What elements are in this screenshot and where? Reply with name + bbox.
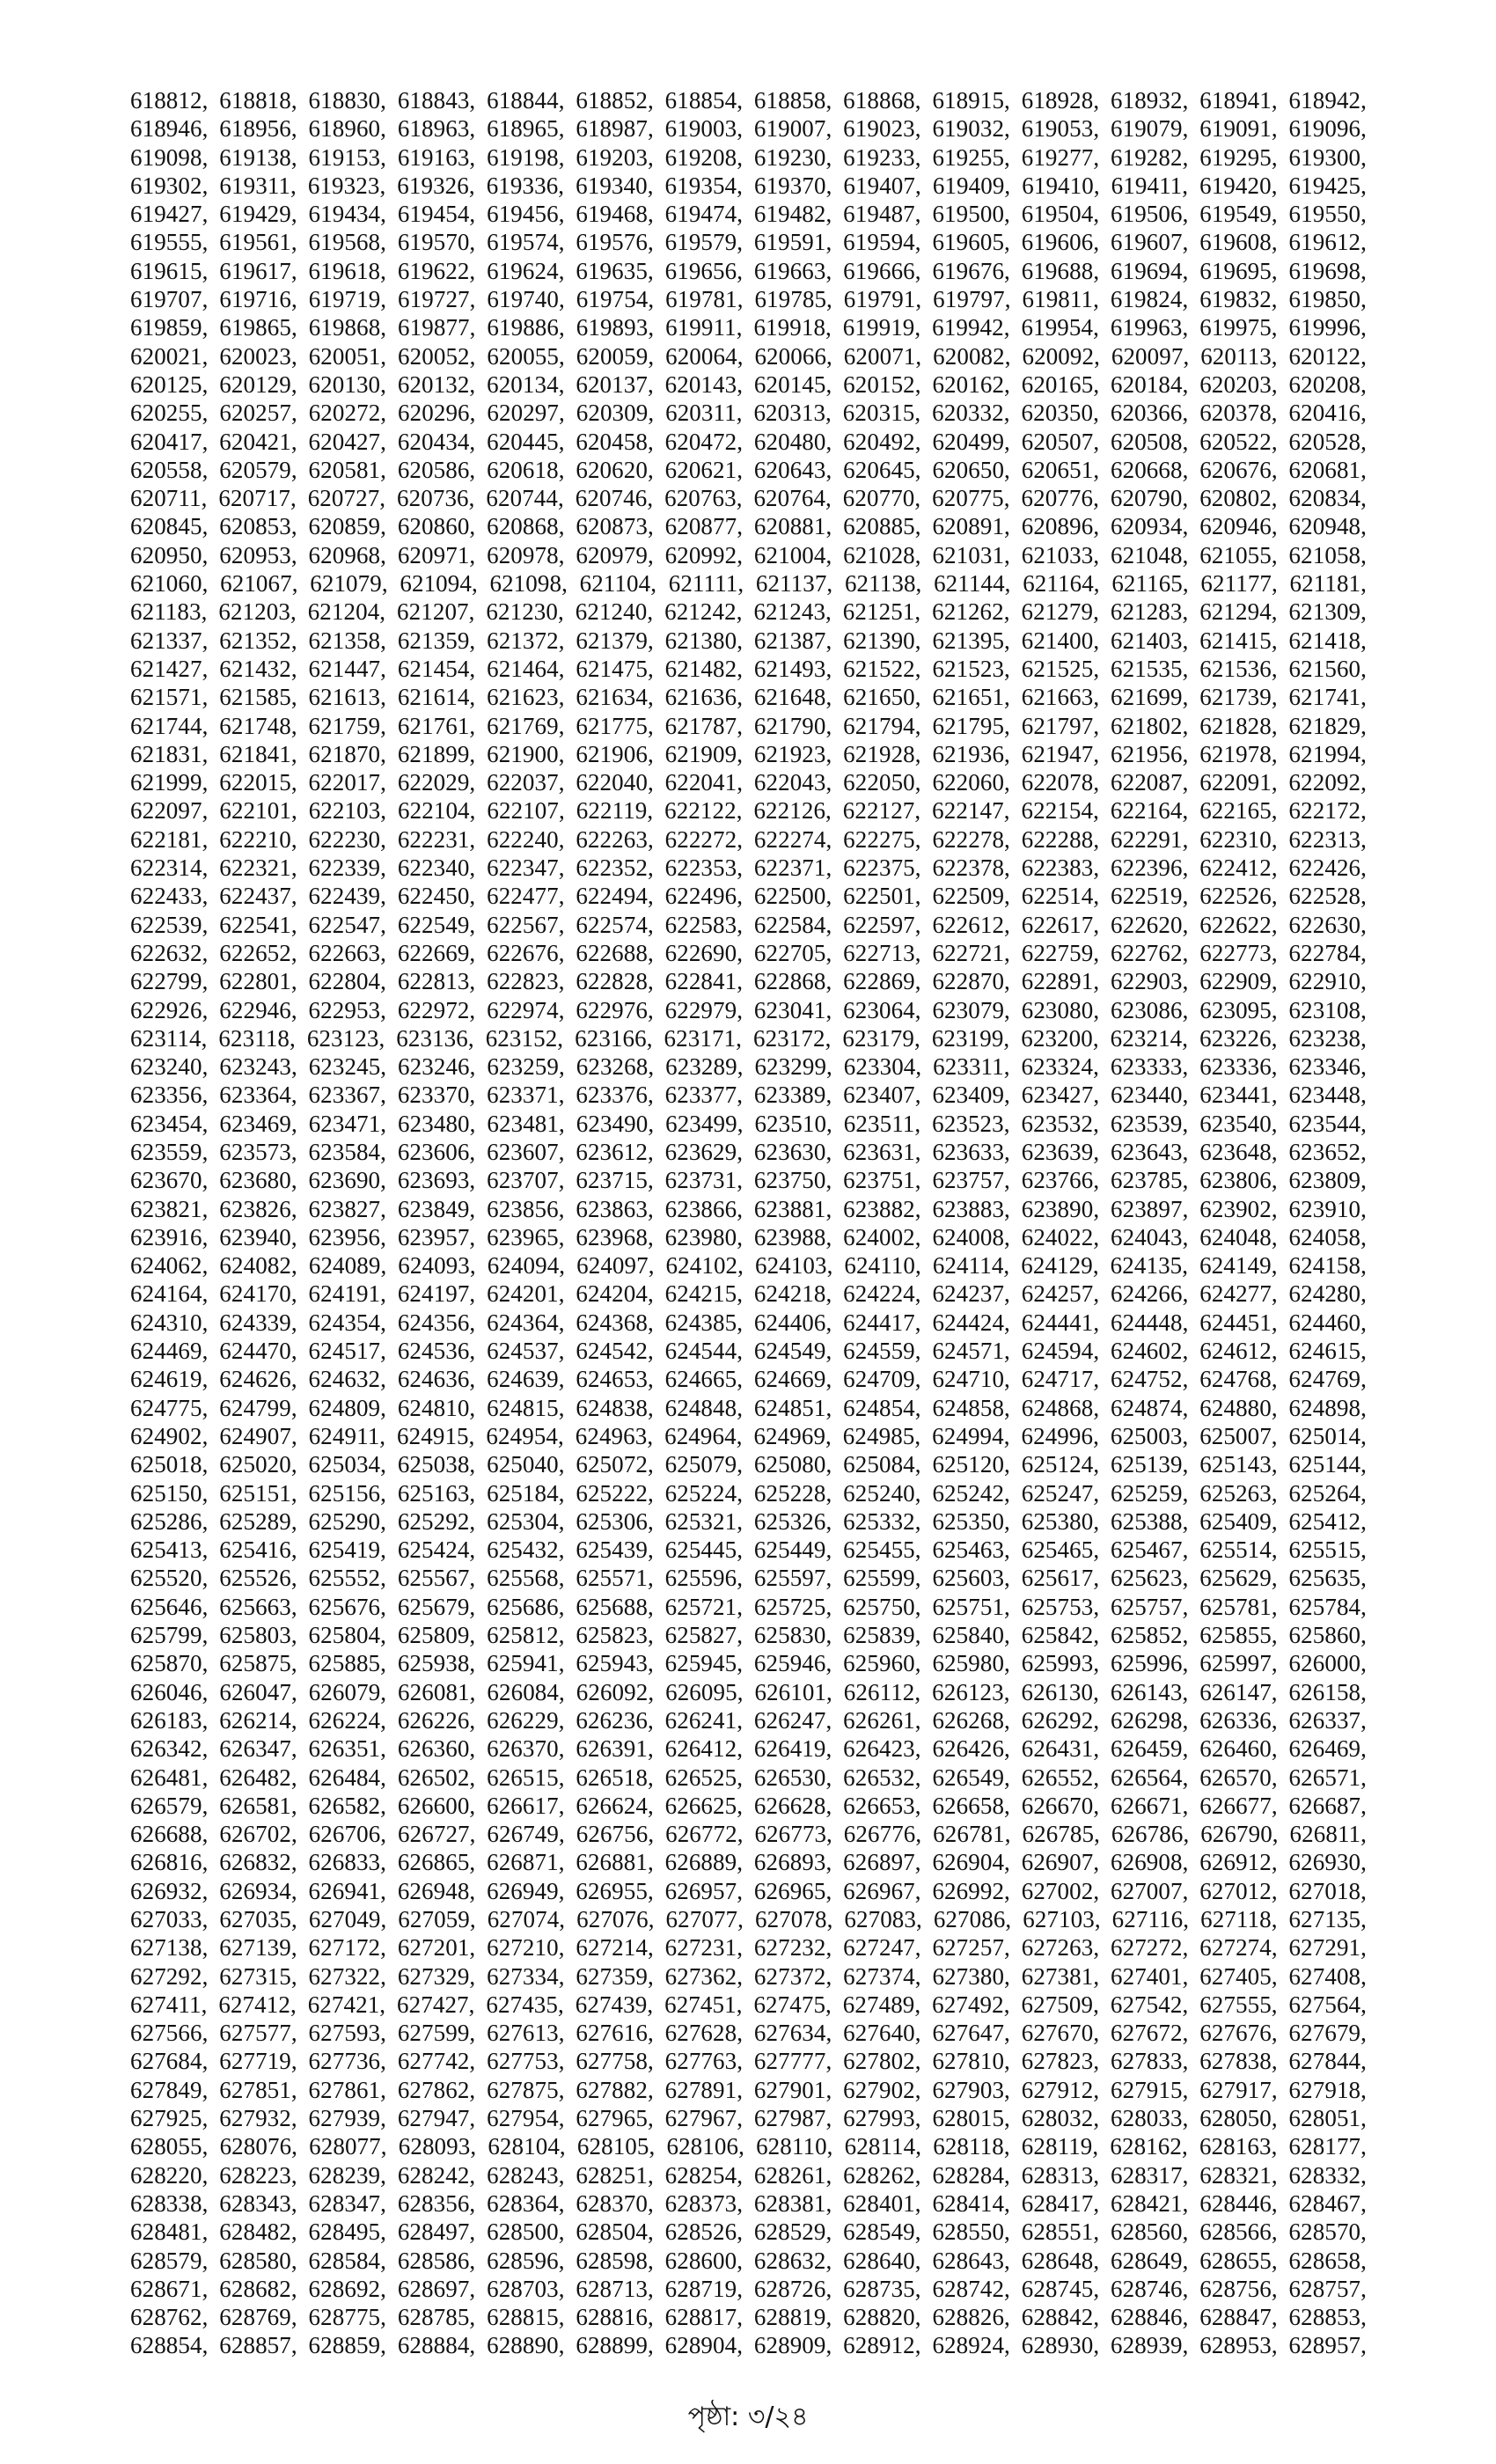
- number-line: 628671, 628682, 628692, 628697, 628703, 628713, 628719, 628726, 628735, 628742, 628745, 628746, 628756, 628757,: [130, 2275, 1367, 2302]
- number-line: 623916, 623940, 623956, 623957, 623965, 623968, 623980, 623988, 624002, 624008, 624022, 624043, 624048, 624058,: [130, 1223, 1367, 1250]
- number-line: 626932, 626934, 626941, 626948, 626949, 626955, 626957, 626965, 626967, 626992, 627002, 627007, 627012, 627018,: [130, 1877, 1367, 1904]
- number-line: 625646, 625663, 625676, 625679, 625686, 625688, 625721, 625725, 625750, 625751, 625753, 625757, 625781, 625784,: [130, 1593, 1367, 1620]
- page-number-footer: পৃষ্ঠা: ৩/২৪: [687, 2402, 809, 2432]
- number-line: 624469, 624470, 624517, 624536, 624537, 624542, 624544, 624549, 624559, 624571, 624594, 624602, 624612, 624615,: [130, 1338, 1367, 1365]
- number-line: 626688, 626702, 626706, 626727, 626749, 626756, 626772, 626773, 626776, 626781, 626785, 626786, 626790, 626811,: [130, 1821, 1367, 1848]
- number-line: 627925, 627932, 627939, 627947, 627954, 627965, 627967, 627987, 627993, 628015, 628032, 628033, 628050, 628051,: [130, 2105, 1367, 2132]
- number-line: 628220, 628223, 628239, 628242, 628243, 628251, 628254, 628261, 628262, 628284, 628313, 628317, 628321, 628332,: [130, 2161, 1367, 2189]
- number-line: 627566, 627577, 627593, 627599, 627613, 627616, 627628, 627634, 627640, 627647, 627670, 627672, 627676, 627679,: [130, 2020, 1367, 2047]
- number-line: 625413, 625416, 625419, 625424, 625432, 625439, 625445, 625449, 625455, 625463, 625465, 625467, 625514, 625515,: [130, 1536, 1367, 1564]
- number-line: 622539, 622541, 622547, 622549, 622567, 622574, 622583, 622584, 622597, 622612, 622617, 622620, 622622, 622630,: [130, 911, 1367, 938]
- number-line: 625799, 625803, 625804, 625809, 625812, 625823, 625827, 625830, 625839, 625840, 625842, 625852, 625855, 625860,: [130, 1622, 1367, 1649]
- number-line: 622314, 622321, 622339, 622340, 622347, 622352, 622353, 622371, 622375, 622378, 622383, 622396, 622412, 622426,: [130, 854, 1367, 882]
- number-line: 619555, 619561, 619568, 619570, 619574, 619576, 619579, 619591, 619594, 619605, 619606, 619607, 619608, 619612,: [130, 229, 1367, 256]
- number-line: 623114, 623118, 623123, 623136, 623152, 623166, 623171, 623172, 623179, 623199, 623200, 623214, 623226, 623238,: [130, 1024, 1367, 1052]
- number-line: 627411, 627412, 627421, 627427, 627435, 627439, 627451, 627475, 627489, 627492, 627509, 627542, 627555, 627564,: [130, 1991, 1367, 2018]
- number-line: 621337, 621352, 621358, 621359, 621372, 621379, 621380, 621387, 621390, 621395, 621400, 621403, 621415, 621418,: [130, 627, 1367, 654]
- number-line: 621571, 621585, 621613, 621614, 621623, 621634, 621636, 621648, 621650, 621651, 621663, 621699, 621739, 621741,: [130, 684, 1367, 711]
- number-line: 619302, 619311, 619323, 619326, 619336, 619340, 619354, 619370, 619407, 619409, 619410, 619411, 619420, 619425,: [130, 172, 1367, 199]
- number-line: 625520, 625526, 625552, 625567, 625568, 625571, 625596, 625597, 625599, 625603, 625617, 625623, 625629, 625635,: [130, 1565, 1367, 1592]
- number-line: 626816, 626832, 626833, 626865, 626871, 626881, 626889, 626893, 626897, 626904, 626907, 626908, 626912, 626930,: [130, 1849, 1367, 1876]
- number-line: 619427, 619429, 619434, 619454, 619456, 619468, 619474, 619482, 619487, 619500, 619504, 619506, 619549, 619550,: [130, 201, 1367, 228]
- number-line: 619615, 619617, 619618, 619622, 619624, 619635, 619656, 619663, 619666, 619676, 619688, 619694, 619695, 619698,: [130, 257, 1367, 284]
- number-line: 620417, 620421, 620427, 620434, 620445, 620458, 620472, 620480, 620492, 620499, 620507, 620508, 620522, 620528,: [130, 428, 1367, 455]
- number-line: 626046, 626047, 626079, 626081, 626084, 626092, 626095, 626101, 626112, 626123, 626130, 626143, 626147, 626158,: [130, 1678, 1367, 1705]
- number-line: 623454, 623469, 623471, 623480, 623481, 623490, 623499, 623510, 623511, 623523, 623532, 623539, 623540, 623544,: [130, 1110, 1367, 1137]
- number-line: 618812, 618818, 618830, 618843, 618844, 618852, 618854, 618858, 618868, 618915, 618928, 618932, 618941, 618942,: [130, 87, 1367, 114]
- number-line: 628854, 628857, 628859, 628884, 628890, 628899, 628904, 628909, 628912, 628924, 628930, 628939, 628953, 628957,: [130, 2332, 1367, 2359]
- number-line: 620125, 620129, 620130, 620132, 620134, 620137, 620143, 620145, 620152, 620162, 620165, 620184, 620203, 620208,: [130, 370, 1367, 398]
- number-line: 622632, 622652, 622663, 622669, 622676, 622688, 622690, 622705, 622713, 622721, 622759, 622762, 622773, 622784,: [130, 939, 1367, 966]
- number-line: 620255, 620257, 620272, 620296, 620297, 620309, 620311, 620313, 620315, 620332, 620350, 620366, 620378, 620416,: [130, 400, 1367, 427]
- number-line: 623240, 623243, 623245, 623246, 623259, 623268, 623289, 623299, 623304, 623311, 623324, 623333, 623336, 623346,: [130, 1053, 1367, 1081]
- number-line: 619098, 619138, 619153, 619163, 619198, 619203, 619208, 619230, 619233, 619255, 619277, 619282, 619295, 619300,: [130, 143, 1367, 171]
- number-line: 623821, 623826, 623827, 623849, 623856, 623863, 623866, 623881, 623882, 623883, 623890, 623897, 623902, 623910,: [130, 1195, 1367, 1222]
- number-line: 624775, 624799, 624809, 624810, 624815, 624838, 624848, 624851, 624854, 624858, 624868, 624874, 624880, 624898,: [130, 1394, 1367, 1421]
- number-line: 619707, 619716, 619719, 619727, 619740, 619754, 619781, 619785, 619791, 619797, 619811, 619824, 619832, 619850,: [130, 286, 1367, 313]
- number-line: 628481, 628482, 628495, 628497, 628500, 628504, 628526, 628529, 628549, 628550, 628551, 628560, 628566, 628570,: [130, 2218, 1367, 2246]
- number-line: 627292, 627315, 627322, 627329, 627334, 627359, 627362, 627372, 627374, 627380, 627381, 627401, 627405, 627408,: [130, 1962, 1367, 1990]
- number-line: 621999, 622015, 622017, 622029, 622037, 622040, 622041, 622043, 622050, 622060, 622078, 622087, 622091, 622092,: [130, 769, 1367, 796]
- number-line: 625018, 625020, 625034, 625038, 625040, 625072, 625079, 625080, 625084, 625120, 625124, 625139, 625143, 625144,: [130, 1451, 1367, 1478]
- number-line: 619859, 619865, 619868, 619877, 619886, 619893, 619911, 619918, 619919, 619942, 619954, 619963, 619975, 619996,: [130, 314, 1367, 341]
- number-line: 622097, 622101, 622103, 622104, 622107, 622119, 622122, 622126, 622127, 622147, 622154, 622164, 622165, 622172,: [130, 797, 1367, 825]
- number-line: 620950, 620953, 620968, 620971, 620978, 620979, 620992, 621004, 621028, 621031, 621033, 621048, 621055, 621058,: [130, 541, 1367, 568]
- number-line: 623670, 623680, 623690, 623693, 623707, 623715, 623731, 623750, 623751, 623757, 623766, 623785, 623806, 623809,: [130, 1167, 1367, 1194]
- number-line: 625150, 625151, 625156, 625163, 625184, 625222, 625224, 625228, 625240, 625242, 625247, 625259, 625263, 625264,: [130, 1479, 1367, 1507]
- number-line: 628579, 628580, 628584, 628586, 628596, 628598, 628600, 628632, 628640, 628643, 628648, 628649, 628655, 628658,: [130, 2247, 1367, 2274]
- number-line: 625286, 625289, 625290, 625292, 625304, 625306, 625321, 625326, 625332, 625350, 625380, 625388, 625409, 625412,: [130, 1507, 1367, 1535]
- number-line: 623356, 623364, 623367, 623370, 623371, 623376, 623377, 623389, 623407, 623409, 623427, 623440, 623441, 623448,: [130, 1082, 1367, 1109]
- number-line: 622181, 622210, 622230, 622231, 622240, 622263, 622272, 622274, 622275, 622278, 622288, 622291, 622310, 622313,: [130, 825, 1367, 853]
- number-line: 621183, 621203, 621204, 621207, 621230, 621240, 621242, 621243, 621251, 621262, 621279, 621283, 621294, 621309,: [130, 598, 1367, 626]
- number-line: 620711, 620717, 620727, 620736, 620744, 620746, 620763, 620764, 620770, 620775, 620776, 620790, 620802, 620834,: [130, 485, 1367, 512]
- number-line: 626183, 626214, 626224, 626226, 626229, 626236, 626241, 626247, 626261, 626268, 626292, 626298, 626336, 626337,: [130, 1706, 1367, 1734]
- number-line: 622799, 622801, 622804, 622813, 622823, 622828, 622841, 622868, 622869, 622870, 622891, 622903, 622909, 622910,: [130, 968, 1367, 995]
- number-line: 628338, 628343, 628347, 628356, 628364, 628370, 628373, 628381, 628401, 628414, 628417, 628421, 628446, 628467,: [130, 2189, 1367, 2217]
- number-line: 621744, 621748, 621759, 621761, 621769, 621775, 621787, 621790, 621794, 621795, 621797, 621802, 621828, 621829,: [130, 712, 1367, 739]
- number-line: 624062, 624082, 624089, 624093, 624094, 624097, 624102, 624103, 624110, 624114, 624129, 624135, 624149, 624158,: [130, 1252, 1367, 1280]
- number-line: 620558, 620579, 620581, 620586, 620618, 620620, 620621, 620643, 620645, 620650, 620651, 620668, 620676, 620681,: [130, 456, 1367, 483]
- number-line: 628055, 628076, 628077, 628093, 628104, 628105, 628106, 628110, 628114, 628118, 628119, 628162, 628163, 628177,: [130, 2133, 1367, 2160]
- number-line: 621427, 621432, 621447, 621454, 621464, 621475, 621482, 621493, 621522, 621523, 621525, 621535, 621536, 621560,: [130, 655, 1367, 682]
- number-line: 624619, 624626, 624632, 624636, 624639, 624653, 624665, 624669, 624709, 624710, 624717, 624752, 624768, 624769,: [130, 1366, 1367, 1393]
- number-line: 624902, 624907, 624911, 624915, 624954, 624963, 624964, 624969, 624985, 624994, 624996, 625003, 625007, 625014,: [130, 1422, 1367, 1449]
- number-line: 618946, 618956, 618960, 618963, 618965, 618987, 619003, 619007, 619023, 619032, 619053, 619079, 619091, 619096,: [130, 115, 1367, 143]
- number-line: 622433, 622437, 622439, 622450, 622477, 622494, 622496, 622500, 622501, 622509, 622514, 622519, 622526, 622528,: [130, 883, 1367, 910]
- number-line: 628762, 628769, 628775, 628785, 628815, 628816, 628817, 628819, 628820, 628826, 628842, 628846, 628847, 628853,: [130, 2304, 1367, 2331]
- number-line: 625870, 625875, 625885, 625938, 625941, 625943, 625945, 625946, 625960, 625980, 625993, 625996, 625997, 626000,: [130, 1650, 1367, 1677]
- roll-number-list: [130, 86, 1367, 2360]
- number-line: 626342, 626347, 626351, 626360, 626370, 626391, 626412, 626419, 626423, 626426, 626431, 626459, 626460, 626469,: [130, 1735, 1367, 1763]
- number-line: 627138, 627139, 627172, 627201, 627210, 627214, 627231, 627232, 627247, 627257, 627263, 627272, 627274, 627291,: [130, 1934, 1367, 1962]
- number-line: 624310, 624339, 624354, 624356, 624364, 624368, 624385, 624406, 624417, 624424, 624441, 624448, 624451, 624460,: [130, 1309, 1367, 1336]
- number-line: 622926, 622946, 622953, 622972, 622974, 622976, 622979, 623041, 623064, 623079, 623080, 623086, 623095, 623108,: [130, 996, 1367, 1023]
- number-line: 621831, 621841, 621870, 621899, 621900, 621906, 621909, 621923, 621928, 621936, 621947, 621956, 621978, 621994,: [130, 740, 1367, 767]
- number-line: 627849, 627851, 627861, 627862, 627875, 627882, 627891, 627901, 627902, 627903, 627912, 627915, 627917, 627918,: [130, 2076, 1367, 2103]
- number-line: 626579, 626581, 626582, 626600, 626617, 626624, 626625, 626628, 626653, 626658, 626670, 626671, 626677, 626687,: [130, 1792, 1367, 1819]
- number-line: 627684, 627719, 627736, 627742, 627753, 627758, 627763, 627777, 627802, 627810, 627823, 627833, 627838, 627844,: [130, 2048, 1367, 2075]
- number-line: 620021, 620023, 620051, 620052, 620055, 620059, 620064, 620066, 620071, 620082, 620092, 620097, 620113, 620122,: [130, 342, 1367, 370]
- number-line: 621060, 621067, 621079, 621094, 621098, 621104, 621111, 621137, 621138, 621144, 621164, 621165, 621177, 621181,: [130, 570, 1367, 598]
- number-line: 620845, 620853, 620859, 620860, 620868, 620873, 620877, 620881, 620885, 620891, 620896, 620934, 620946, 620948,: [130, 513, 1367, 540]
- number-line: 627033, 627035, 627049, 627059, 627074, 627076, 627077, 627078, 627083, 627086, 627103, 627116, 627118, 627135,: [130, 1906, 1367, 1932]
- number-line: 626481, 626482, 626484, 626502, 626515, 626518, 626525, 626530, 626532, 626549, 626552, 626564, 626570, 626571,: [130, 1764, 1367, 1791]
- number-line: 623559, 623573, 623584, 623606, 623607, 623612, 623629, 623630, 623631, 623633, 623639, 623643, 623648, 623652,: [130, 1138, 1367, 1165]
- number-line: 624164, 624170, 624191, 624197, 624201, 624204, 624215, 624218, 624224, 624237, 624257, 624266, 624277, 624280,: [130, 1280, 1367, 1308]
